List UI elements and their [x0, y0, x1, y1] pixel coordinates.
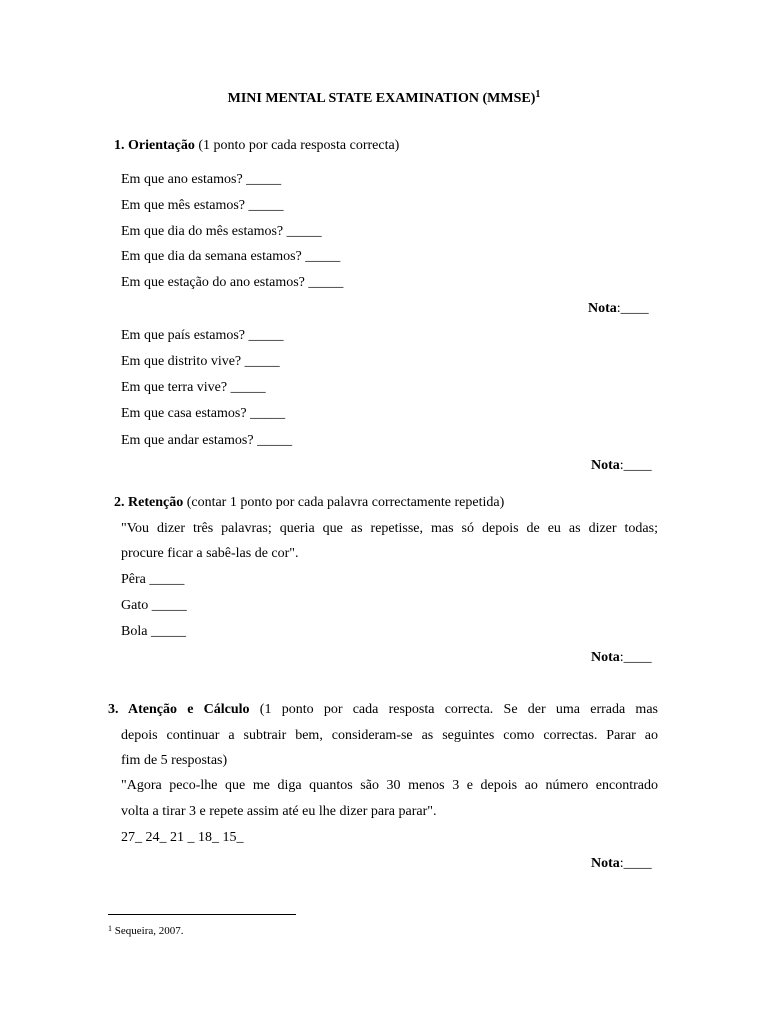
question-floor: Em que andar estamos? _____: [121, 433, 293, 448]
section-1-heading: 1. Orientação (1 ponto por cada resposta correcta): [114, 138, 400, 153]
question-district: Em que distrito vive? _____: [121, 354, 280, 369]
question-house: Em que casa estamos? _____: [121, 406, 286, 421]
word-pera: Pêra _____: [121, 572, 185, 587]
section-3-note-line-2: depois continuar a subtrair bem, consideram-se as seguintes como correctas. Parar ao: [121, 728, 658, 743]
nota-score-3: Nota:____: [591, 856, 652, 871]
question-month: Em que mês estamos? _____: [121, 198, 284, 213]
word-bola: Bola _____: [121, 624, 186, 639]
page-title: MINI MENTAL STATE EXAMINATION (MMSE)$^1$: [227, 89, 541, 106]
title-footnote-ref: 1: [535, 89, 541, 100]
question-year: Em que ano estamos? _____: [121, 172, 282, 187]
section-3-note-line-3: fim de 5 respostas): [121, 753, 228, 768]
question-season: Em que estação do ano estamos? _____: [121, 275, 344, 290]
section-3-instruction-line-1: "Agora peco-lhe que me diga quantos são 30 menos 3 e depois ao número encontrado: [121, 778, 658, 793]
nota-score-2: Nota:____: [591, 650, 652, 665]
section-2-instruction-line-1: "Vou dizer três palavras; queria que as repetisse, mas só depois de eu as dizer todas;: [121, 521, 658, 536]
question-town: Em que terra vive? _____: [121, 380, 266, 395]
section-3-instruction-line-2: volta a tirar 3 e repete assim até eu lhe dizer para parar".: [121, 804, 437, 819]
word-gato: Gato _____: [121, 598, 187, 613]
question-weekday: Em que dia da semana estamos? _____: [121, 249, 341, 264]
section-2-heading: 2. Retenção (contar 1 ponto por cada palavra correctamente repetida): [114, 495, 505, 510]
nota-score-1a: Nota:____: [588, 301, 649, 316]
footnote: $^1$ Sequeira, 2007.: [108, 924, 184, 937]
section-2-instruction-line-2: procure ficar a sabê-las de cor".: [121, 546, 299, 561]
question-country: Em que país estamos? _____: [121, 328, 284, 343]
section-3-heading: 3. Atenção e Cálculo (1 ponto por cada resposta correcta. Se der uma errada mas: [108, 702, 658, 717]
question-day-of-month: Em que dia do mês estamos? _____: [121, 224, 322, 239]
nota-score-1b: Nota:____: [591, 458, 652, 473]
footnote-separator: [108, 914, 296, 915]
subtraction-sequence: 27_ 24_ 21 _ 18_ 15_: [121, 830, 244, 845]
